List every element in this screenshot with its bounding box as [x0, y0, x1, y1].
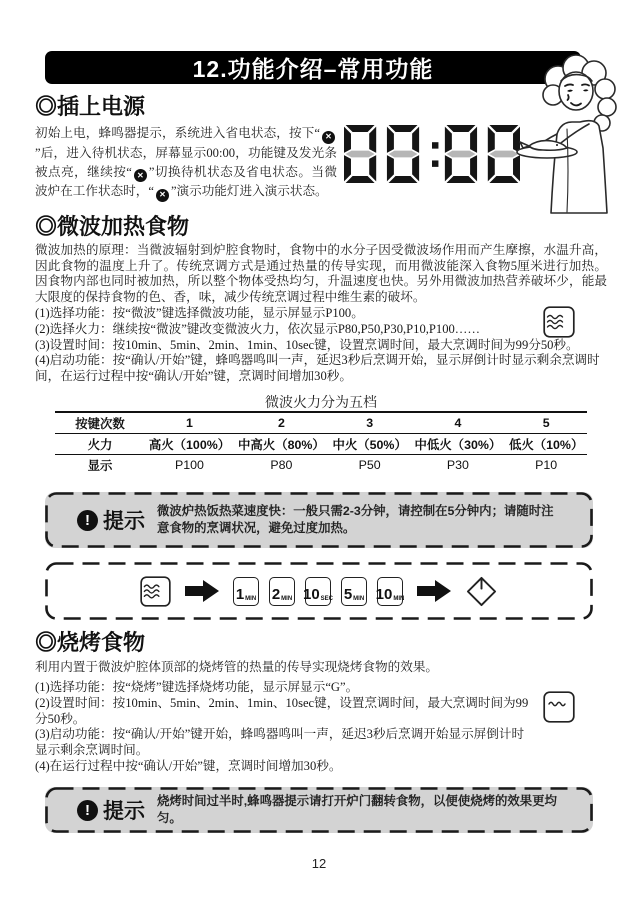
power-on-paragraph	[35, 124, 337, 202]
step-item: (3)启动功能：按“确认/开始”键开始，蜂鸣器鸣叫一声，延迟3秒后烹调开始显示屏倒计时显示剩余烹调时间。	[35, 727, 525, 758]
alert-icon	[77, 800, 98, 821]
tip-box-microwave	[45, 492, 593, 548]
step-item: (2)设置时间：按10min、5min、2min、1min、10sec键，设置烹调时间，最大烹调时间为99分50秒。	[35, 695, 529, 726]
microwave-steps	[35, 306, 611, 385]
step-item: (3)设置时间：按10min、5min、2min、1min、10sec键，设置烹调时间，最大烹调时间为99分50秒。	[35, 337, 579, 352]
step-item: (4)启动功能：按“确认/开始”键，蜂鸣器鸣叫一声，延迟3秒后烹调开始，显示屏倒计时显示剩余烹调时间，在运行过程中按“确认/开始”键，烹调时间增加30秒。	[35, 353, 600, 384]
key-5min	[341, 577, 367, 606]
key-sequence-box	[45, 562, 593, 620]
table-cell: P10	[535, 458, 558, 472]
power-save-icon	[156, 189, 169, 202]
clock-display	[344, 124, 520, 184]
section-title-bar	[45, 51, 581, 84]
key-sequence	[45, 562, 593, 620]
key-number: 2	[271, 585, 281, 603]
table-cell: 4	[410, 412, 505, 434]
key-unit: SEC	[320, 595, 334, 602]
table-cell: P50	[358, 458, 381, 472]
key-number: 10	[375, 585, 393, 603]
table-cell: P100	[175, 458, 204, 472]
microwave-icon	[140, 576, 171, 607]
text-run: ”后，进入待机状态，屏幕显示00:00，功能键及发光条被点亮，继续按“	[35, 145, 337, 179]
arrow-right-icon	[417, 580, 451, 602]
key-unit: MIN	[393, 595, 405, 602]
table-cell: P30	[446, 458, 469, 472]
arrow-right-icon	[185, 580, 219, 602]
key-unit: MIN	[245, 595, 257, 602]
key-2min	[269, 577, 295, 606]
tip-text: 烧烤时间过半时,蜂鸣器提示请打开炉门翻转食物，以便使烧烤的效果更均匀。	[157, 794, 557, 825]
power-save-icon-glyph: ✕	[325, 132, 332, 141]
microwave-icon	[543, 306, 575, 338]
power-table-title: 微波火力分为五档	[265, 396, 377, 411]
power-level-table	[55, 411, 587, 475]
step-item: (4)在运行过程中按“确认/开始”键，烹调时间增加30秒。	[35, 758, 342, 773]
page-number: 12	[311, 856, 327, 871]
table-row	[55, 412, 587, 434]
microwave-principle-paragraph: 微波加热的原理：当微波辐射到炉腔食物时，食物中的水分子因受微波场作用而产生摩擦，水温升高，因此食物的温度上升了。传统烹调方式是通过热量的传导实现，而用微波能深入食物5厘米进行加热。因食物内部也同时被加热，所以整个物体受热均匀，升温速度也快。另外用微波加热营养破坏少，能最大限度的保持食物的色、香，味，减少传统烹调过程中维生素的破坏。	[35, 243, 607, 304]
grill-steps	[35, 680, 529, 775]
key-number: 10	[302, 585, 320, 603]
alert-icon-glyph: !	[85, 801, 90, 819]
alert-icon-glyph: !	[85, 511, 90, 529]
key-unit: MIN	[353, 595, 365, 602]
grill-icon	[543, 691, 575, 723]
table-cell: 1	[145, 412, 234, 434]
power-save-icon	[322, 131, 335, 144]
table-cell: 中火（50%）	[329, 434, 411, 455]
table-row	[55, 434, 587, 455]
key-number: 5	[343, 585, 353, 603]
text-run: 初始上电，蜂鸣器提示，系统进入省电状态，按下“	[35, 126, 320, 140]
key-1min	[233, 577, 259, 606]
tip-text: 微波炉热饭热菜速度快：一般只需2-3分钟，请控制在5分钟内；请随时注意食物的烹调状况，避免过度加热。	[157, 504, 554, 535]
key-10sec	[302, 577, 334, 606]
text-run: ”切换待机状态及省电状态。当微波炉在工作状态时，“	[35, 164, 338, 198]
power-save-icon-glyph: ✕	[137, 170, 144, 180]
step-item: (1)选择功能：按“微波”键选择微波功能，显示屏显示P100。	[35, 306, 364, 320]
heading-plug-in-power: ◎插上电源	[35, 94, 146, 119]
key-unit: MIN	[281, 595, 293, 602]
woman-with-dish-illustration	[505, 52, 638, 215]
tip-label	[77, 505, 145, 535]
tip-box-grill	[45, 787, 593, 833]
table-cell: 5	[505, 412, 587, 434]
time-keys	[233, 577, 403, 606]
power-save-icon	[134, 169, 147, 182]
table-cell: 中高火（80%）	[234, 434, 329, 455]
tip-content	[45, 787, 593, 833]
tip-word: 提示	[103, 800, 145, 823]
heading-microwave-food: ◎微波加热食物	[35, 214, 190, 239]
start-diamond-icon	[465, 575, 498, 608]
alert-icon	[77, 510, 98, 531]
tip-word: 提示	[103, 510, 145, 533]
table-cell: P80	[270, 458, 293, 472]
table-cell: 2	[234, 412, 329, 434]
table-cell: 中低火（30%）	[410, 434, 505, 455]
row-header: 火力	[55, 434, 145, 455]
key-number: 1	[235, 585, 245, 603]
tip-content	[45, 492, 593, 548]
section-title: 12.功能介绍–常用功能	[192, 56, 434, 82]
power-save-icon-glyph: ✕	[159, 190, 166, 199]
table-cell: 低火（10%）	[505, 434, 587, 455]
step-item: (2)选择火力：继续按“微波”键改变微波火力，依次显示P80,P50,P30,P10,P100……	[35, 321, 480, 336]
key-10min	[377, 577, 403, 606]
row-header: 按键次数	[55, 412, 145, 434]
tip-label	[77, 795, 145, 825]
table-row	[55, 455, 587, 476]
grill-intro-paragraph: 利用内置于微波炉腔体顶部的烧烤管的热量的传导实现烧烤食物的效果。	[35, 660, 438, 674]
step-item: (1)选择功能：按“烧烤”键选择烧烤功能，显示屏显示“G”。	[35, 680, 359, 694]
table-cell: 3	[329, 412, 411, 434]
heading-grill-food: ◎烧烤食物	[35, 630, 146, 655]
row-header: 显示	[87, 459, 113, 473]
text-run: ”演示功能灯进入演示状态。	[170, 184, 328, 198]
table-cell: 高火（100%）	[145, 434, 234, 455]
